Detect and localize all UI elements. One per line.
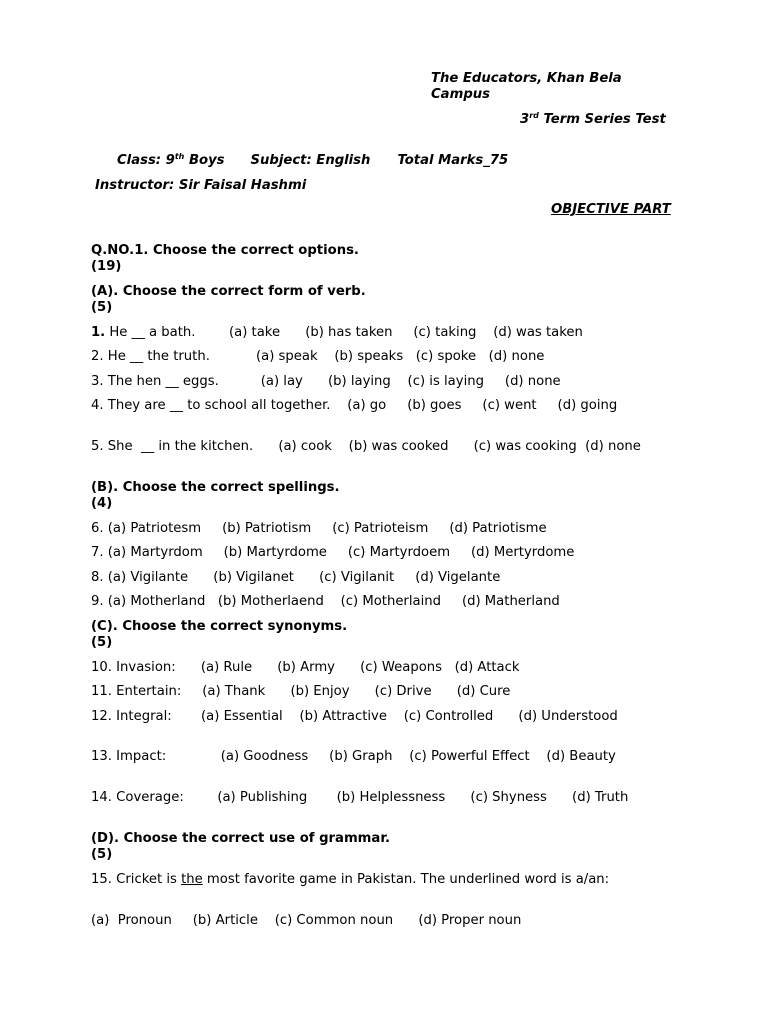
question-9: 9. (a) Motherland (b) Motherlaend (c) Motherlaind (d) Matherland [91,594,560,609]
section-d-marks: (5) [91,847,113,862]
question-1 [91,325,676,341]
question-2: 2. He __ the truth. (a) speak (b) speaks (c) spoke (d) none [91,349,545,364]
section-d-heading [91,831,676,863]
class-info-line [91,153,676,169]
objective-part-text: OBJECTIVE PART [551,202,671,217]
class-ordinal: th [174,152,185,161]
question-10: 10. Invasion: (a) Rule (b) Army (c) Weapons (d) Attack [91,660,520,675]
instructor-name: Instructor: Sir Faisal Hashmi [95,178,307,193]
subject-label: Subject: English [250,153,371,168]
series-number: 3 [520,112,530,127]
question-15 [91,872,676,888]
question-7: 7. (a) Martyrdom (b) Martyrdome (c) Martyrdoem (d) Mertyrdome [91,545,575,560]
section-b-marks: (4) [91,496,113,511]
section-a-heading [91,284,676,316]
series-name: Term Series Test [538,112,666,127]
section-c-title: (C). Choose the correct synonyms. [91,619,348,634]
class-label: Class: 9 [117,153,175,168]
question-13: 13. Impact: (a) Goodness (b) Graph (c) Powerful Effect (d) Beauty [91,749,616,764]
class-info [117,153,225,168]
series-ordinal: rd [529,111,539,120]
question-1-text: He __ a bath. (a) take (b) has taken (c) taking (d) was taken [105,325,583,340]
question-15-text-before: 15. Cricket is [91,872,182,887]
question-14: 14. Coverage: (a) Publishing (b) Helplessness (c) Shyness (d) Truth [91,790,629,805]
main-question-title [91,243,676,275]
instructor-line [91,178,676,194]
section-d-title: (D). Choose the correct use of grammar. [91,831,390,846]
section-b-heading [91,480,676,512]
question-8: 8. (a) Vigilante (b) Vigilanet (c) Vigilanit (d) Vigelante [91,570,501,585]
question-15-options: (a) Pronoun (b) Article (c) Common noun (d) Proper noun [91,913,522,928]
question-6: 6. (a) Patriotesm (b) Patriotism (c) Patrioteism (d) Patriotisme [91,521,547,536]
question-3: 3. The hen __ eggs. (a) lay (b) laying (c) is laying (d) none [91,374,561,389]
school-name [91,71,676,103]
question-15-text-after: most favorite game in Pakistan. The underlined word is a/an: [202,872,610,887]
test-series-title [91,112,676,128]
question-11: 11. Entertain: (a) Thank (b) Enjoy (c) Drive (d) Cure [91,684,511,699]
question-12: 12. Integral: (a) Essential (b) Attractive (c) Controlled (d) Understood [91,709,618,724]
section-c-marks: (5) [91,635,113,650]
question-5: 5. She __ in the kitchen. (a) cook (b) was cooked (c) was cooking (d) none [91,439,641,454]
test-series-text [91,112,676,128]
class-group: Boys [184,153,225,168]
section-a-title: (A). Choose the correct form of verb. [91,284,366,299]
objective-part-heading [91,202,676,218]
question-1-number: 1. [91,325,106,340]
main-question-text: Q.NO.1. Choose the correct options. [91,243,359,258]
main-question-marks: (19) [91,259,122,274]
school-name-text: The Educators, Khan Bela Campus [431,71,627,102]
question-4: 4. They are __ to school all together. (a) go (b) goes (c) went (d) going [91,398,618,413]
section-b-title: (B). Choose the correct spellings. [91,480,340,495]
section-a-marks: (5) [91,300,113,315]
question-15-underlined-word: the [181,872,203,887]
section-c-heading [91,619,676,651]
total-marks-label: Total Marks_75 [397,153,509,168]
